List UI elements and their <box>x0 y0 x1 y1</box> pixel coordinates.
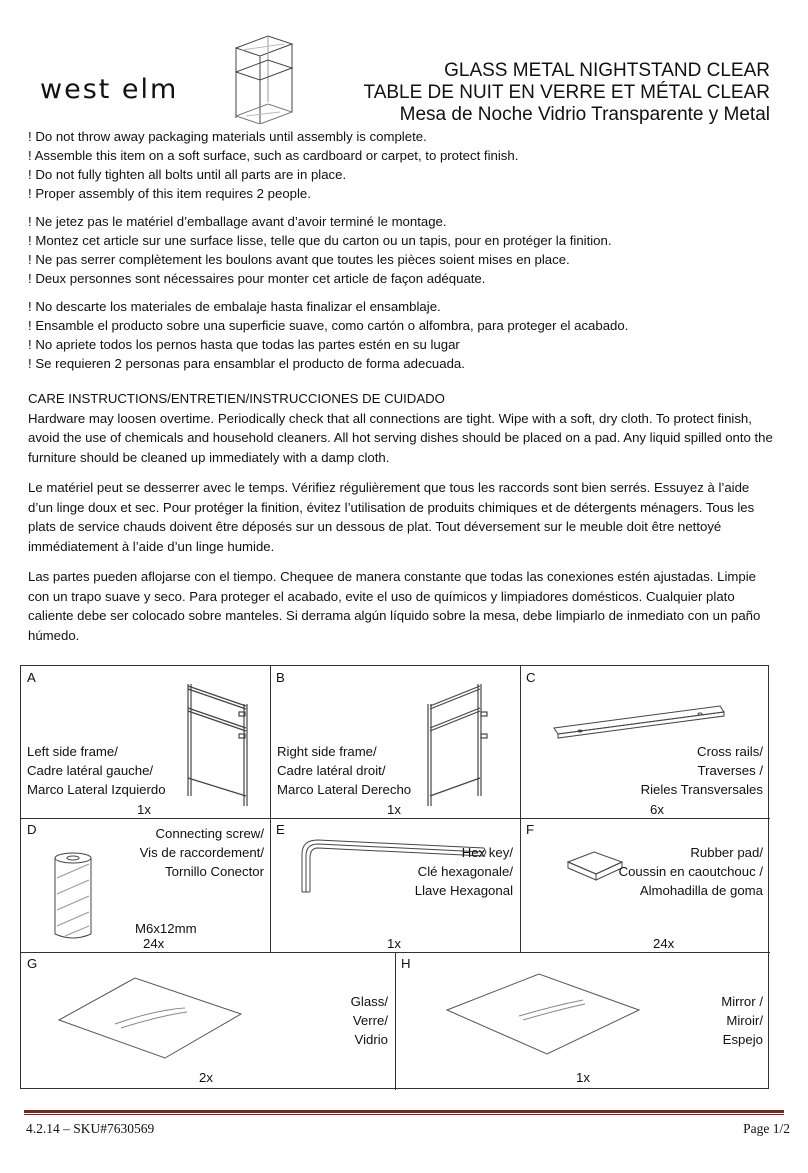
warning-line: ! Proper assembly of this item requires 2 people. <box>28 186 311 201</box>
part-name: Right side frame/ Cadre latéral droit/ Marco Lateral Derecho <box>277 744 412 797</box>
product-titles <box>364 60 771 126</box>
part-qty: 1x <box>387 802 401 817</box>
warning-line: ! Deux personnes sont nécessaires pour monter cet article de façon adéquate. <box>28 271 486 286</box>
part-cell-d <box>21 818 270 952</box>
warning-line: ! Ensamble el producto sobre una superficie suave, como cartón o alfombra, para proteger el acabado. <box>28 318 629 333</box>
part-letter: A <box>27 670 36 685</box>
warning-line: ! Do not throw away packaging materials until assembly is complete. <box>28 129 427 144</box>
part-cell-h <box>395 952 770 1090</box>
warnings-fr <box>28 212 788 288</box>
footer-rule <box>24 1110 784 1113</box>
part-name: Connecting screw/ Vis de raccordement/ Tornillo Conector <box>139 826 264 879</box>
warning-line: ! Se requieren 2 personas para ensamblar el producto de forma adecuada. <box>28 356 465 371</box>
part-cell-c <box>520 666 770 818</box>
warning-line: ! Assemble this item on a soft surface, such as cardboard or carpet, to protect finish. <box>28 148 519 163</box>
screw-icon <box>51 850 95 942</box>
part-name: Cross rails/ Traverses / Rieles Transversales <box>640 744 763 797</box>
warning-line: ! Ne jetez pas le matériel d’emballage avant d’avoir terminé le montage. <box>28 214 447 229</box>
part-letter: B <box>276 670 285 685</box>
assembly-warnings <box>28 127 788 382</box>
part-qty: 6x <box>650 802 664 817</box>
part-qty: 1x <box>387 936 401 951</box>
cross-rail-icon <box>550 700 750 744</box>
part-cell-a <box>21 666 270 818</box>
part-letter: F <box>526 822 535 837</box>
part-qty: 24x <box>143 936 165 951</box>
title-es: Mesa de Noche Vidrio Transparente y Metal <box>399 104 770 125</box>
part-cell-e <box>270 818 520 952</box>
part-qty: 2x <box>199 1070 213 1085</box>
part-qty: 24x <box>653 936 675 951</box>
mirror-panel-icon <box>443 970 643 1058</box>
part-letter: G <box>27 956 38 971</box>
part-cell-b <box>270 666 520 818</box>
part-name: Left side frame/ Cadre latéral gauche/ Marco Lateral Izquierdo <box>27 744 166 797</box>
parts-table <box>20 665 769 1089</box>
footer-sku: 4.2.14 – SKU#7630569 <box>26 1121 155 1136</box>
glass-panel-icon <box>55 974 245 1060</box>
side-frame-icon <box>420 678 500 808</box>
part-name: Mirror / Miroir/ Espejo <box>721 994 763 1047</box>
part-cell-f <box>520 818 770 952</box>
warning-line: ! Montez cet article sur une surface lisse, telle que du carton ou un tapis, pour en protéger la finition. <box>28 233 612 248</box>
warning-line: ! Do not fully tighten all bolts until all parts are in place. <box>28 167 347 182</box>
part-letter: C <box>526 670 536 685</box>
part-name: Rubber pad/ Coussin en caoutchouc / Almohadilla de goma <box>618 845 763 898</box>
part-name: Glass/ Verre/ Vidrio <box>350 994 388 1047</box>
part-qty: 1x <box>137 802 151 817</box>
care-paragraph-es: Las partes pueden aflojarse con el tiempo. Chequee de manera constante que todas las conexiones estén ajustadas. Limpie con un trapo suave y seco. Para proteger el acabado, evite el uso de químicos y limpiadores domésticos. Cualquier plato caliente debe ser colocado sobre manteles. Si derrama algún líquido sobre la mesa, debe limpiarlo de inmediato con un paño húmedo. <box>28 569 761 643</box>
title-fr: TABLE DE NUIT EN VERRE ET MÉTAL CLEAR <box>363 82 770 103</box>
part-letter: D <box>27 822 37 837</box>
part-cell-g <box>21 952 395 1090</box>
warning-line: ! Ne pas serrer complètement les boulons avant que toutes les pièces soient mises en place. <box>28 252 570 267</box>
title-en: GLASS METAL NIGHTSTAND CLEAR <box>444 60 770 81</box>
part-name: Hex key/ Clé hexagonale/ Llave Hexagonal <box>414 845 513 898</box>
page-number: Page 1/2 <box>743 1121 790 1136</box>
warning-line: ! No apriete todos los pernos hasta que todas las partes estén en su lugar <box>28 337 460 352</box>
part-spec: M6x12mm <box>135 921 197 936</box>
side-frame-icon <box>176 678 256 808</box>
care-instructions <box>28 389 773 656</box>
warnings-en <box>28 127 788 203</box>
care-paragraph-fr: Le matériel peut se desserrer avec le temps. Vérifiez régulièrement que tous les raccords sont bien serrés. Essuyez à l’aide d’un linge doux et sec. Pour protéger la finition, évitez l’utilisation de produits chimiques et de détergents ménagers. Tous les plats de service chauds doivent être déposés sur un dessous de plat. Tout déversement sur le meuble doit être nettoyé immédiatement à l’aide d’un linge humide. <box>28 480 755 554</box>
care-heading: CARE INSTRUCTIONS/ENTRETIEN/INSTRUCCIONES DE CUIDADO <box>28 391 445 406</box>
warnings-es <box>28 297 788 373</box>
footer-rule <box>24 1114 784 1115</box>
part-qty: 1x <box>576 1070 590 1085</box>
warning-line: ! No descarte los materiales de embalaje hasta finalizar el ensamblaje. <box>28 299 441 314</box>
part-letter: E <box>276 822 285 837</box>
care-paragraph-en: Hardware may loosen overtime. Periodically check that all connections are tight. Wipe with a soft, dry cloth. To protect finish, avoid the use of chemicals and household cleaners. All hot serving dishes should be placed on a pad. Any liquid spilled onto the furniture should be cleaned up immediately with a damp cloth. <box>28 410 773 465</box>
part-letter: H <box>401 956 411 971</box>
nightstand-illustration-icon <box>228 32 298 124</box>
brand-logo: west elm <box>40 74 179 105</box>
